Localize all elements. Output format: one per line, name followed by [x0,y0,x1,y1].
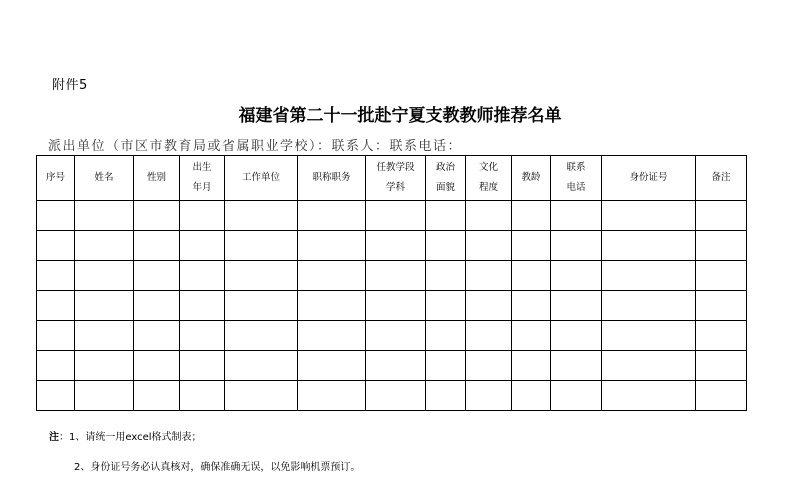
attachment-label: 附件5 [52,78,88,93]
note-text-1: ：1、请统一用excel格式制表； [59,432,202,443]
document-title: 福建省第二十一批赴宁夏支教教师推荐名单 [238,106,562,126]
table-cell[interactable] [225,381,298,411]
table-cell[interactable] [551,201,602,231]
table-cell[interactable] [696,351,747,381]
table-header-row [37,156,747,201]
table-cell[interactable] [75,261,134,291]
table-cell[interactable] [37,231,75,261]
table-cell[interactable] [426,351,466,381]
table-cell[interactable] [466,261,512,291]
column-header [696,156,747,201]
table-cell[interactable] [134,201,180,231]
table-cell[interactable] [602,351,696,381]
table-cell[interactable] [551,291,602,321]
table-cell[interactable] [134,351,180,381]
table-cell[interactable] [602,381,696,411]
column-header-line2: 程度 [478,182,498,193]
table-cell[interactable] [512,231,551,261]
column-header-line1: 备注 [711,172,731,183]
table-cell[interactable] [180,261,225,291]
column-header-line1: 身份证号 [629,172,668,183]
table-cell[interactable] [512,201,551,231]
column-header [37,156,75,201]
table-cell[interactable] [298,261,366,291]
table-cell[interactable] [512,291,551,321]
table-cell[interactable] [75,231,134,261]
table-cell[interactable] [551,231,602,261]
table-cell[interactable] [225,351,298,381]
table-cell[interactable] [37,381,75,411]
table-cell[interactable] [37,291,75,321]
table-cell[interactable] [512,381,551,411]
column-header-line1: 联系 [566,162,586,173]
table-row [37,201,747,231]
column-header-line1: 姓名 [94,172,114,183]
table-row [37,291,747,321]
table-cell[interactable] [602,201,696,231]
table-cell[interactable] [602,321,696,351]
column-header [225,156,298,201]
table-cell[interactable] [551,321,602,351]
table-cell[interactable] [75,201,134,231]
table-cell[interactable] [366,381,426,411]
table-cell[interactable] [466,381,512,411]
table-cell[interactable] [225,231,298,261]
column-header [134,156,180,201]
column-header-line2: 电话 [566,182,586,193]
note-line-1 [49,428,202,443]
table-cell[interactable] [366,231,426,261]
table-cell[interactable] [512,351,551,381]
table-cell[interactable] [37,261,75,291]
table-cell[interactable] [696,381,747,411]
column-header-line1: 序号 [45,172,65,183]
column-header-line1: 政治 [435,162,455,173]
table-cell[interactable] [551,351,602,381]
table-cell[interactable] [298,291,366,321]
column-header-line1: 教龄 [521,172,541,183]
table-cell[interactable] [512,321,551,351]
table-cell[interactable] [426,261,466,291]
table-cell[interactable] [466,201,512,231]
recommendation-table [36,155,747,411]
table-cell[interactable] [602,261,696,291]
table-cell[interactable] [366,261,426,291]
table-cell[interactable] [134,231,180,261]
column-header-line1: 任教学段 [376,162,415,173]
table-cell[interactable] [180,351,225,381]
table-cell[interactable] [37,321,75,351]
column-header-line1: 性别 [146,172,166,183]
table-cell[interactable] [75,381,134,411]
table-cell[interactable] [225,261,298,291]
column-header [551,156,602,201]
table-cell[interactable] [134,261,180,291]
column-header [512,156,551,201]
column-header [426,156,466,201]
table-cell[interactable] [225,201,298,231]
table-cell[interactable] [180,201,225,231]
table-cell[interactable] [551,381,602,411]
table-cell[interactable] [180,231,225,261]
column-header-line2: 学科 [385,182,405,193]
table-cell[interactable] [466,321,512,351]
table-cell[interactable] [225,291,298,321]
column-header-line1: 职称职务 [312,172,351,183]
table-cell[interactable] [298,231,366,261]
column-header [75,156,134,201]
table-cell[interactable] [696,231,747,261]
column-header [602,156,696,201]
table-cell[interactable] [512,261,551,291]
table-cell[interactable] [426,321,466,351]
table-cell[interactable] [366,321,426,351]
table-cell[interactable] [696,291,747,321]
table-cell[interactable] [180,381,225,411]
table-cell[interactable] [696,321,747,351]
table-cell[interactable] [134,321,180,351]
column-header-line1: 文化 [478,162,498,173]
column-header [366,156,426,201]
table-cell[interactable] [551,261,602,291]
table-cell[interactable] [602,231,696,261]
table-row [37,231,747,261]
column-header-line2: 面貌 [435,182,455,193]
table-cell[interactable] [134,291,180,321]
table-cell[interactable] [298,381,366,411]
table-cell[interactable] [426,381,466,411]
table-cell[interactable] [298,201,366,231]
table-cell[interactable] [696,201,747,231]
column-header-line1: 工作单位 [241,172,280,183]
table-cell[interactable] [180,321,225,351]
table-body [37,201,747,411]
note-line-2: 2、身份证号务必认真核对，确保准确无误，以免影响机票预订。 [74,462,361,473]
column-header-line1: 出生 [192,162,212,173]
table-cell[interactable] [75,351,134,381]
table-cell[interactable] [225,321,298,351]
table-row [37,351,747,381]
table-cell[interactable] [426,291,466,321]
table-cell[interactable] [602,291,696,321]
table-cell[interactable] [298,351,366,381]
table-row [37,321,747,351]
table-cell[interactable] [426,231,466,261]
column-header-line2: 年月 [192,182,212,193]
table-row [37,261,747,291]
table-cell[interactable] [37,201,75,231]
table-cell[interactable] [466,351,512,381]
table-cell[interactable] [366,351,426,381]
sender-info-line: 派出单位（市区市教育局或省属职业学校）：联系人：联系电话： [48,139,463,154]
table-cell[interactable] [466,291,512,321]
table-cell[interactable] [366,291,426,321]
table-cell[interactable] [298,321,366,351]
table-cell[interactable] [37,351,75,381]
table-cell[interactable] [696,261,747,291]
column-header [466,156,512,201]
table-row [37,381,747,411]
column-header [180,156,225,201]
column-header [298,156,366,201]
note-label: 注 [49,432,59,443]
table-cell[interactable] [75,291,134,321]
table-cell[interactable] [466,231,512,261]
table-cell[interactable] [180,291,225,321]
table-cell[interactable] [75,321,134,351]
table-cell[interactable] [426,201,466,231]
table-cell[interactable] [134,381,180,411]
table-cell[interactable] [366,201,426,231]
